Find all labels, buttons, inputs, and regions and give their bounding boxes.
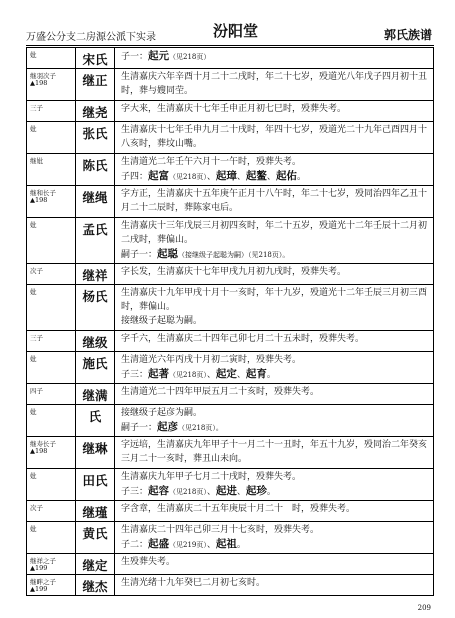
- table-row: [27, 218, 434, 264]
- record-text: 、: [266, 172, 276, 182]
- record-text: 字长发，生清嘉庆十七年甲戌九月初九戌时，殁葬失考。: [121, 267, 347, 277]
- person-record: [115, 352, 434, 384]
- record-text: 生清道光二年壬午六月十一午时，殁葬失考。: [121, 157, 302, 167]
- record-text: 生清嘉庆十七年壬申九月二十戌时，年四十七岁，殁道光二十九年己酉四月十八亥时，葬坟山嘴。: [121, 125, 428, 149]
- page-number: 209: [417, 604, 431, 612]
- table-row: [27, 501, 434, 522]
- descendant-name: 起著: [148, 368, 170, 380]
- page-reference: （见218页）: [169, 53, 211, 61]
- person-record: [115, 186, 434, 218]
- table-row: [27, 154, 434, 186]
- relation-label: 妣: [27, 522, 76, 554]
- table-row: [27, 122, 434, 154]
- record-text: 字方正，生清嘉庆十五年庚午正月十八午时，年二十七岁，殁同治四年乙丑十月二十二辰时，葬陈家屯后。: [121, 189, 428, 213]
- person-name: 继杰: [76, 575, 115, 596]
- record-text: 生殁葬失考。: [121, 557, 176, 567]
- record-text: 子二：: [121, 540, 149, 550]
- person-record: [115, 405, 434, 437]
- record-text: 。: [236, 540, 246, 550]
- relation-label: 三子: [27, 331, 76, 352]
- descendant-name: 起珍: [245, 485, 267, 497]
- record-text: 生清嘉庆六年辛酉十月二十二戌时，年二十七岁，殁道光八年戊子四月初十丑时，葬与嫂同茔。: [121, 72, 428, 96]
- table-row: [27, 101, 434, 122]
- descendant-name: 起祖: [215, 538, 237, 550]
- relation-label: 继祥之子 ▲199: [27, 554, 76, 575]
- descendant-name: 起进: [215, 485, 237, 497]
- record-text: 、: [206, 540, 216, 550]
- person-name: 田氏: [76, 469, 115, 501]
- record-text: 、: [206, 487, 216, 497]
- person-name: 宋氏: [76, 48, 115, 69]
- record-text: 嗣子一：: [121, 250, 158, 260]
- record-text: 子三：: [121, 487, 149, 497]
- record-text: 。: [266, 487, 276, 497]
- relation-label: 妣: [27, 122, 76, 154]
- header-lineage: 万盛公分支二房源公派下实录: [26, 32, 156, 43]
- relation-label: 妣: [27, 285, 76, 331]
- descendant-name: 起佑: [275, 170, 297, 182]
- page-reference: （见218页）。: [178, 424, 223, 432]
- record-text: 、: [206, 370, 216, 380]
- table-row: [27, 186, 434, 218]
- record-text: 子一：: [121, 52, 149, 62]
- person-record: [115, 522, 434, 554]
- genealogy-table: [26, 47, 434, 596]
- descendant-name: 起富: [148, 170, 170, 182]
- relation-label: 次子: [27, 264, 76, 285]
- person-name: 继绳: [76, 186, 115, 218]
- page-reference: （见219页）: [169, 541, 207, 549]
- record-text: 嗣子一：: [121, 423, 158, 433]
- record-text: 生清嘉庆九年甲子七月二十戌时，殁葬失考。: [121, 472, 302, 482]
- person-name: 继尧: [76, 101, 115, 122]
- record-text: 子四：: [121, 172, 149, 182]
- table-row: [27, 48, 434, 69]
- relation-label: 妣: [27, 218, 76, 264]
- record-text: 、: [236, 172, 246, 182]
- record-text: 生清道光二十四年甲辰五月二十亥时，殁葬失考。: [121, 387, 320, 397]
- descendant-name: 起鳌: [245, 170, 267, 182]
- person-record: [115, 154, 434, 186]
- header-hall-name: 汾阳堂: [213, 22, 259, 40]
- record-text: 生清道光六年丙戌十月初二寅时，殁葬失考。: [121, 355, 302, 365]
- person-record: [115, 285, 434, 331]
- descendant-name: 起定: [215, 368, 237, 380]
- person-name: 施氏: [76, 352, 115, 384]
- person-name: 黄氏: [76, 522, 115, 554]
- person-record: [115, 218, 434, 264]
- relation-label: 妣: [27, 469, 76, 501]
- table-row: [27, 69, 434, 101]
- descendant-name: 起璋: [215, 170, 237, 182]
- table-row: [27, 384, 434, 405]
- person-record: [115, 331, 434, 352]
- relation-label: 妣: [27, 48, 76, 69]
- table-row: [27, 437, 434, 469]
- person-name: 继瑾: [76, 501, 115, 522]
- record-text: 字大来，生清嘉庆十七年壬申正月初七巳时，殁葬失考。: [121, 104, 347, 114]
- person-name: 杨氏: [76, 285, 115, 331]
- person-name: 继定: [76, 554, 115, 575]
- person-record: [115, 437, 434, 469]
- person-name: 孟氏: [76, 218, 115, 264]
- person-record: [115, 48, 434, 69]
- table-row: [27, 331, 434, 352]
- record-text: 字含章，生清嘉庆二十五年庚辰十月二十 时，殁葬失考。: [121, 504, 356, 514]
- person-name: 继正: [76, 69, 115, 101]
- header-book-title: 郭氏族谱: [383, 28, 432, 42]
- relation-label: 三子: [27, 101, 76, 122]
- descendant-name: 起育: [245, 368, 267, 380]
- record-text: 字千六，生清嘉庆二十四年己卯七月二十五未时，殁葬失考。: [121, 334, 365, 344]
- relation-label: 妣: [27, 405, 76, 437]
- relation-label: 继妣: [27, 154, 76, 186]
- person-record: [115, 101, 434, 122]
- person-record: [115, 264, 434, 285]
- header-rule: [26, 45, 434, 46]
- relation-label: 继羽次子 ▲198: [27, 69, 76, 101]
- table-row: [27, 285, 434, 331]
- person-record: [115, 469, 434, 501]
- page-header: [26, 20, 434, 46]
- relation-label: 继和长子 ▲198: [27, 186, 76, 218]
- person-name: 氏: [76, 405, 115, 437]
- table-row: [27, 405, 434, 437]
- page-reference: （见218页）。: [248, 251, 290, 259]
- record-text: 接继级子起聪为嗣。: [121, 316, 203, 326]
- person-record: [115, 384, 434, 405]
- descendant-name: 起盛: [148, 538, 170, 550]
- record-text: 生清光绪十九年癸巳二月初七亥时。: [121, 578, 266, 588]
- record-text: 、: [206, 172, 216, 182]
- record-text: 生清嘉庆十九年甲戌十月十一亥时，年十九岁，殁道光十二年壬辰三月初三酉时，葬偏山。: [121, 288, 428, 312]
- person-name: 继祥: [76, 264, 115, 285]
- person-record: [115, 69, 434, 101]
- record-text: 接继级子起彦为嗣。: [121, 408, 203, 418]
- person-record: [115, 501, 434, 522]
- page-reference: （见218页）: [169, 371, 207, 379]
- record-text: 。: [296, 172, 306, 182]
- person-name: 陈氏: [76, 154, 115, 186]
- person-name: 继满: [76, 384, 115, 405]
- relation-label: 继寿长子 ▲198: [27, 437, 76, 469]
- person-name: 张氏: [76, 122, 115, 154]
- table-row: [27, 264, 434, 285]
- descendant-name: 起容: [148, 485, 170, 497]
- record-text: 。: [266, 370, 276, 380]
- table-row: [27, 469, 434, 501]
- descendant-name: 起彦: [157, 421, 179, 433]
- person-record: [115, 122, 434, 154]
- descendant-name: 起聪: [157, 248, 179, 260]
- relation-label: 四子: [27, 384, 76, 405]
- person-record: [115, 575, 434, 596]
- person-record: [115, 554, 434, 575]
- relation-label: 妣: [27, 352, 76, 384]
- record-text: 、: [236, 487, 246, 497]
- record-text: 生清嘉庆十三年戊辰三月初四亥时，年二十五岁，殁道光十二年壬辰十二月初二戌时，葬偏山。: [121, 221, 428, 245]
- person-name: 继琳: [76, 437, 115, 469]
- relation-label: 继畔之子 ▲199: [27, 575, 76, 596]
- table-row: [27, 522, 434, 554]
- page-reference: （见218页）: [169, 488, 207, 496]
- record-text: 子三：: [121, 370, 149, 380]
- page-reference: （接继级子起聪为嗣）: [178, 251, 249, 259]
- table-row: [27, 554, 434, 575]
- record-text: 生清嘉庆二十四年己卯三月十七亥时，殁葬失考。: [121, 525, 320, 535]
- descendant-name: 起元: [148, 50, 170, 62]
- page-reference: （见218页）: [169, 173, 207, 181]
- table-row: [27, 352, 434, 384]
- record-text: 字远培，生清嘉庆九年甲子十一月二十一丑时，年五十九岁，殁同治二年癸亥三月二十一亥时，葬丑山未向。: [121, 440, 428, 464]
- record-text: 、: [236, 370, 246, 380]
- table-row: [27, 575, 434, 596]
- person-name: 继级: [76, 331, 115, 352]
- relation-label: 次子: [27, 501, 76, 522]
